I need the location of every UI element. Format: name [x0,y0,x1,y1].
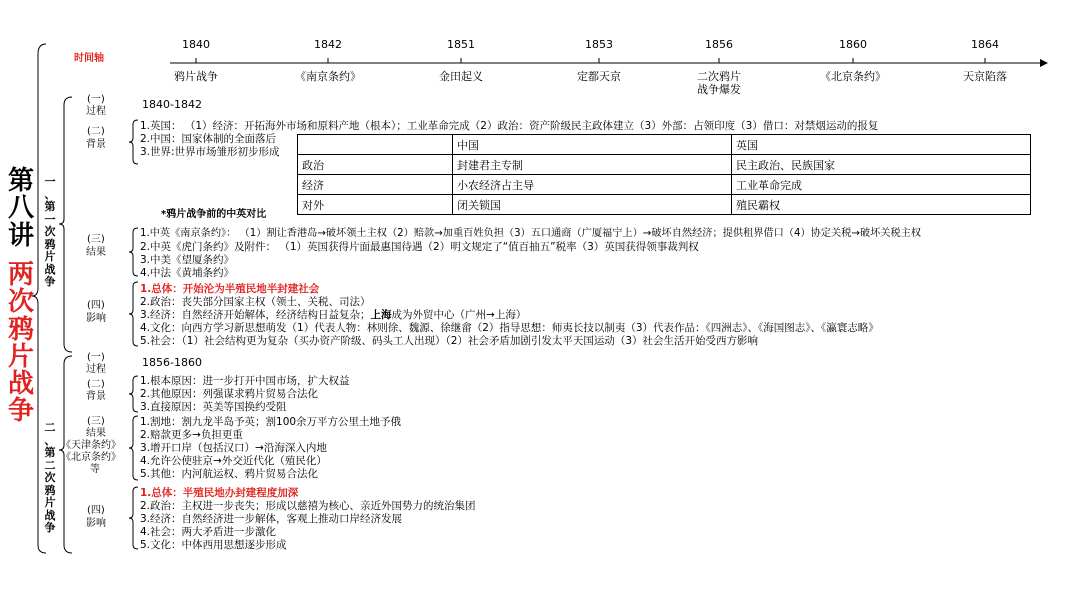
timeline-event: 二次鸦片 战争爆发 [697,70,741,96]
table-cell: 封建君主专制 [453,155,732,175]
treaty-name: 《北京条约》 [61,452,121,463]
war2-title: 二 、 第 二 次 鸦 片 战 争 [44,421,56,534]
war1-background-item: 2.中国：国家体制的全面落后 [140,133,277,145]
war1-background-label: 背景 [86,139,106,150]
timeline-year: 1856 [705,38,733,51]
war2-background-item: 2.其他原因：列强谋求鸦片贸易合法化 [140,388,319,400]
table-cell: 小农经济占主导 [453,175,732,195]
war2-impact-item: 3.经济：自然经济进一步解体，客观上推动口岸经济发展 [140,513,403,525]
timeline-event: 《北京条约》 [820,70,886,83]
war1-impact-label: 影响 [86,313,106,324]
war1-results-item: 2.中英《虎门条约》及附件： （1）英国获得片面最惠国待遇（2）明文规定了“值百抽五”税率（3）英国获得领事裁判权 [140,241,699,253]
war1-impact-item: 5.社会：（1）社会结构更为复杂（买办资产阶级、码头工人出现）（2）社会矛盾加剧引发太平天国运动（3）社会生活开始受西方影响 [140,335,759,347]
war1-process-label: 过程 [86,106,106,117]
war2-impact-item: 4.社会：两大矛盾进一步激化 [140,526,277,538]
war1-impact-item: 3.经济：自然经济开始解体，经济结构日益复杂；上海成为外贸中心（广州→上海） [140,309,527,321]
table-row [298,135,1031,155]
table-cell: 政治 [298,155,453,175]
war2-background-label: 背景 [86,391,106,402]
timeline-year: 1860 [839,38,867,51]
war1-results-label: 结果 [86,247,106,258]
timeline-year: 1864 [971,38,999,51]
war1-impact-num: (四) [87,300,105,311]
table-cell: 中国 [453,135,732,155]
table-cell: 英国 [732,135,1031,155]
timeline-year: 1840 [182,38,210,51]
war2-impact-num: (四) [87,505,105,516]
timeline-event: 定都天京 [577,70,621,83]
war2-impact-item: 1.总体：半殖民地办封建程度加深 [140,487,299,499]
war2-background-item: 1.根本原因：进一步打开中国市场，扩大权益 [140,375,350,387]
table-cell: 殖民霸权 [732,195,1031,215]
table-cell [298,135,453,155]
war2-impact-item: 2.政治：主权进一步丧失；形成以慈禧为核心、亲近外国势力的统治集团 [140,500,476,512]
war2-process-num: (一) [87,352,105,363]
comparison-table [297,134,1031,215]
war2-background-num: (二) [87,379,105,390]
war2-results-item: 2.赔款更多→负担更重 [140,429,243,441]
timeline-label: 时间轴 [74,53,104,64]
timeline-event: 鸦片战争 [174,70,218,83]
war1-process-value: 1840-1842 [142,98,202,111]
war2-results-label: 结果 [86,428,106,439]
comparison-caption: *鸦片战争前的中英对比 [161,209,267,220]
war1-background-item: 3.世界:世界市场雏形初步形成 [140,146,280,158]
war1-background-num: (二) [87,126,105,137]
timeline-year: 1842 [314,38,342,51]
war2-process-value: 1856-1860 [142,356,202,369]
treaty-name: 《天津条约》 [61,440,121,451]
timeline-event: 《南京条约》 [295,70,361,83]
table-row [298,155,1031,175]
war1-impact-item: 4.文化：向西方学习新思想萌发（1）代表人物：林则徐、魏源、徐继畲（2）指导思想：师夷长技以制夷（3）代表作品：《四洲志》、《海国图志》、《瀛寰志略》 [140,322,879,334]
war2-impact-item: 5.文化：中体西用思想逐步形成 [140,539,287,551]
war2-background-item: 3.直接原因：英美等国换约受阻 [140,401,287,413]
war2-results-item: 1.割地：割九龙半岛予英；割100余万平方公里土地予俄 [140,416,402,428]
table-cell: 民主政治、民族国家 [732,155,1031,175]
war1-results-item: 4.中法《黄埔条约》 [140,267,235,279]
war1-results-item: 3.中美《望厦条约》 [140,254,235,266]
table-cell: 经济 [298,175,453,195]
war2-results-item: 3.增开口岸（包括汉口）→沿海深入内地 [140,442,327,454]
war1-results-num: (三) [87,234,105,245]
war1-background-item: 1.英国： （1）经济：开拓海外市场和原料产地（根本）；工业革命完成（2）政治：资产阶级民主政体建立（3）外部：占领印度（3）借口：对禁烟运动的报复 [140,120,879,132]
table-row [298,195,1031,215]
war1-process-num: (一) [87,94,105,105]
war2-impact-label: 影响 [86,518,106,529]
war2-process-label: 过程 [86,364,106,375]
table-cell: 闭关锁国 [453,195,732,215]
table-row [298,175,1031,195]
timeline-event: 金田起义 [439,70,483,83]
war2-results-item: 4.允许公使驻京→外交近代化（殖民化） [140,455,327,467]
chapter-title: 第 八 讲 [7,166,34,251]
chapter-topic: 两 次 鸦 片 战 争 [7,260,34,427]
war1-results-item: 1.中英《南京条约》： （1）割让香港岛→破坏领土主权（2）赔款→加重百姓负担（3）五口通商（广厦福宁上）→破坏自然经济；提供租界借口（4）协定关税→破坏关税主权 [140,228,922,239]
timeline-event: 天京陷落 [963,70,1007,83]
treaty-etc: 等 [90,464,100,475]
table-cell: 工业革命完成 [732,175,1031,195]
war1-title: 一 、 第 一 次 鸦 片 战 争 [44,175,56,288]
war2-results-item: 5.其他：内河航运权、鸦片贸易合法化 [140,468,319,480]
timeline-year: 1853 [585,38,613,51]
war1-impact-item: 2.政治：丧失部分国家主权（领土、关税、司法） [140,296,371,308]
timeline-year: 1851 [447,38,475,51]
war2-results-num: (三) [87,416,105,427]
table-cell: 对外 [298,195,453,215]
war1-impact-item: 1.总体：开始沦为半殖民地半封建社会 [140,283,320,295]
